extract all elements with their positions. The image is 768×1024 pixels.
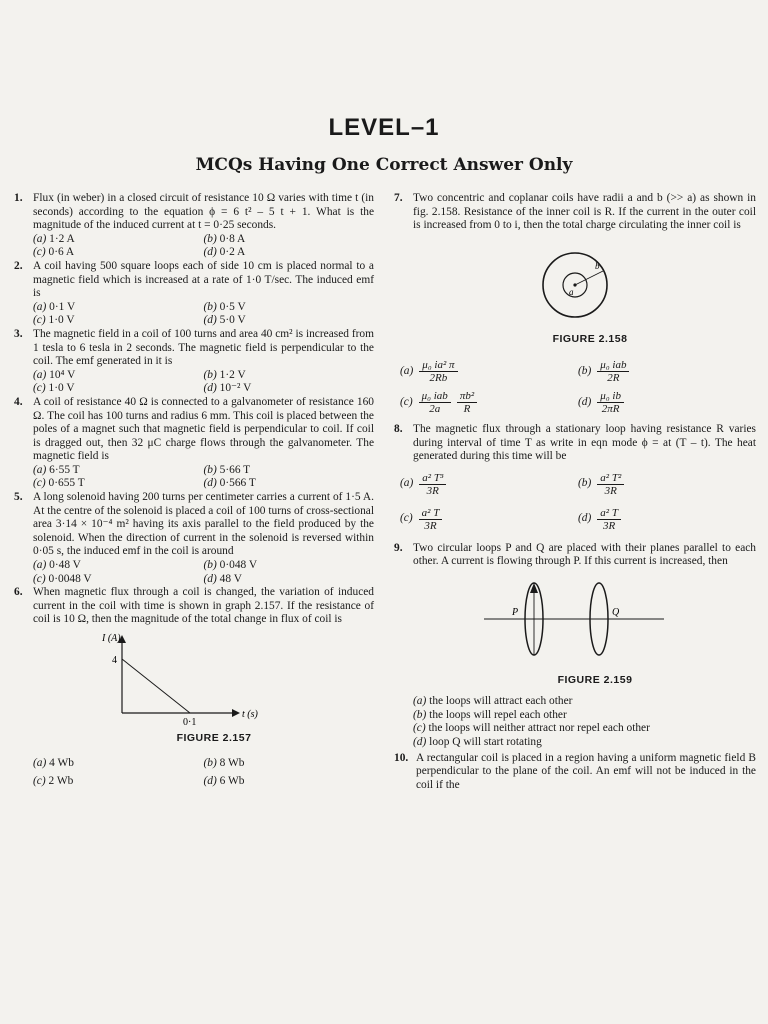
parallel-loops-diagram [474, 579, 674, 665]
option-d: (d) 48 V [203, 572, 242, 585]
option-c: (c) 0·0048 V [33, 572, 92, 585]
label-a: a [569, 286, 574, 297]
figure-caption: FIGURE 2.158 [552, 333, 628, 346]
label-q: Q [612, 606, 620, 618]
option-c: (c) 2 Wb [33, 774, 74, 787]
option-c: (c) 1·0 V [33, 382, 75, 395]
question-number: 1. [14, 192, 23, 204]
question-number: 4. [14, 395, 23, 408]
question-8 [394, 423, 756, 532]
option-c: (c) $\frac{\text{μ₀ iab}}{2a}$ $\frac{\text{πb²}}{R}$ [400, 390, 578, 415]
option-d: (d) 0·566 T [203, 477, 256, 490]
option-c: (c) $\frac{\text{a² T}}{3R}$ [400, 507, 578, 532]
page-title: LEVEL–1 [328, 114, 440, 141]
option-d: (d) 10⁻² V [203, 382, 252, 395]
x-axis-arrow-icon [232, 709, 240, 717]
section-subtitle: MCQs Having One Correct Answer Only [195, 155, 573, 175]
y-axis-label: I (A) [102, 633, 121, 644]
option-d: (d) 5·0 V [203, 314, 246, 327]
figure-2-157 [14, 633, 374, 730]
question-number: 8. [394, 422, 403, 435]
option-b: (b) 8 Wb [203, 757, 245, 770]
left-column [14, 192, 374, 788]
question-number: 10. [394, 751, 409, 764]
question-4 [14, 396, 374, 491]
figure-2-159 [394, 579, 756, 670]
option-a: (a) $\frac{\text{μ₀ ia² π}}{2Rb}$ [400, 359, 578, 384]
radius-b [575, 271, 603, 285]
label-b: b [595, 260, 600, 271]
figure-2-158 [394, 247, 756, 328]
option-c: (c) 0·655 T [33, 477, 85, 490]
question-1 [14, 192, 374, 260]
option-c: (c) 0·6 A [33, 246, 75, 259]
question-text: A rectangular coil is placed in a region having a uniform magnetic field B perpendicular to the plane of the coil. An emf will not be induced in the coil if the [416, 751, 756, 791]
question-text: Two concentric and coplanar coils have radii a and b (>> a) as shown in fig. 2.158. Resistance of the inner coil is R. If the current in the outer coil is increased from 0 to i, then the total charge circulating the inner coil is [413, 192, 756, 232]
option-b: (b) 0·5 V [203, 300, 246, 313]
option-d: (d) $\frac{\text{a² T}}{3R}$ [578, 507, 756, 532]
question-text: The magnetic flux through a stationary loop having resistance R varies during interval of time T as write in eqn mode ϕ = at (T – t). The heat generated during this time will be [413, 422, 756, 463]
question-text: The magnetic field in a coil of 100 turns and area 40 cm² is increased from 1 tesla to 6 tesla in 2 seconds. The magnetic field is perpendicular to the coil. The emf generated in it is [33, 327, 374, 368]
current-time-graph [94, 633, 274, 725]
option-a: (a) 10⁴ V [33, 368, 76, 381]
question-5 [14, 491, 374, 586]
option-a: (a) 1·2 A [33, 232, 75, 245]
question-number: 3. [14, 327, 23, 340]
question-9 [394, 542, 756, 750]
option-a: (a) $\frac{\text{a² T³}}{3R}$ [400, 472, 578, 497]
option-b: (b) 0·048 V [203, 559, 258, 572]
question-2 [14, 260, 374, 328]
current-line [122, 659, 190, 713]
question-text: Flux (in weber) in a closed circuit of resistance 10 Ω varies with time t (in seconds) according to the equation ϕ = 6 t² – 5 t + 1. What is the magnitude of the induced current at t = 0·25 seconds. [33, 192, 374, 232]
option-a: (a) 4 Wb [33, 757, 74, 770]
option-c: (c) the loops will neither attract nor repel each other [413, 722, 650, 735]
question-3 [14, 328, 374, 396]
option-d: (d) loop Q will start rotating [413, 735, 542, 748]
question-number: 6. [14, 586, 23, 599]
concentric-coils-diagram [535, 247, 615, 323]
x-tick: 0·1 [183, 717, 197, 725]
option-a: (a) 0·48 V [33, 559, 81, 572]
option-b: (b) 5·66 T [203, 463, 251, 476]
figure-caption: FIGURE 2.159 [557, 673, 633, 686]
question-number: 9. [394, 541, 403, 554]
option-b: (b) 0·8 A [203, 232, 246, 245]
question-6 [14, 586, 374, 788]
option-a: (a) 0·1 V [33, 300, 76, 313]
option-d: (d) $\frac{\text{μ₀ ib}}{2\pi R}$ [578, 390, 756, 415]
y-tick: 4 [112, 655, 117, 666]
option-d: (d) 6 Wb [203, 774, 245, 787]
option-a: (a) 6·55 T [33, 463, 80, 476]
x-axis-label: t (s) [242, 709, 258, 720]
option-b: (b) $\frac{\text{μ₀ iab}}{2R}$ [578, 359, 756, 384]
question-text: A long solenoid having 200 turns per centimeter carries a current of 1·5 A. At the centre of the solenoid is placed a coil of 100 turns of cross-sectional area 3·14 × 10⁻⁴ m² having its axis parallel to the field produced by the solenoid. When the direction of current in the solenoid is reversed within 0·05 s, the induced emf in the coil is around [33, 491, 374, 558]
question-text: A coil having 500 square loops each of side 10 cm is placed normal to a magnetic field which is increased at a rate of 1·0 T/sec. The induced emf is [33, 259, 374, 300]
right-column [394, 192, 756, 792]
question-number: 2. [14, 259, 23, 272]
question-text: A coil of resistance 40 Ω is connected to a galvanometer of resistance 160 Ω. The coil has 100 turns and radius 6 mm. This coil is placed between the poles of a magnet such that magnetic field is perpendicular to coil. If coil is dragged out, then 32 μC charge flows through the galvanometer. The magnetic field is [33, 395, 374, 463]
option-b: (b) 1·2 V [203, 368, 246, 381]
question-number: 7. [394, 192, 403, 204]
option-c: (c) 1·0 V [33, 314, 75, 327]
label-p: P [512, 606, 519, 618]
question-text: Two circular loops P and Q are placed with their planes parallel to each other. A current is flowing through P. If this current is increased, then [413, 541, 756, 568]
option-a: (a) the loops will attract each other [413, 695, 573, 708]
option-b: (b) $\frac{\text{a² T²}}{3R}$ [578, 472, 756, 497]
figure-caption: FIGURE 2.157 [176, 731, 252, 744]
question-10 [394, 752, 756, 793]
option-b: (b) the loops will repel each other [413, 708, 567, 721]
option-d: (d) 0·2 A [203, 246, 246, 259]
question-number: 5. [14, 491, 23, 504]
question-text: When magnetic flux through a coil is changed, the variation of induced current in the coil with time is shown in graph 2.157. If the resistance of coil is 10 Ω, then the magnitude of the total change in flux of coil is [33, 586, 374, 626]
question-7 [394, 192, 756, 415]
